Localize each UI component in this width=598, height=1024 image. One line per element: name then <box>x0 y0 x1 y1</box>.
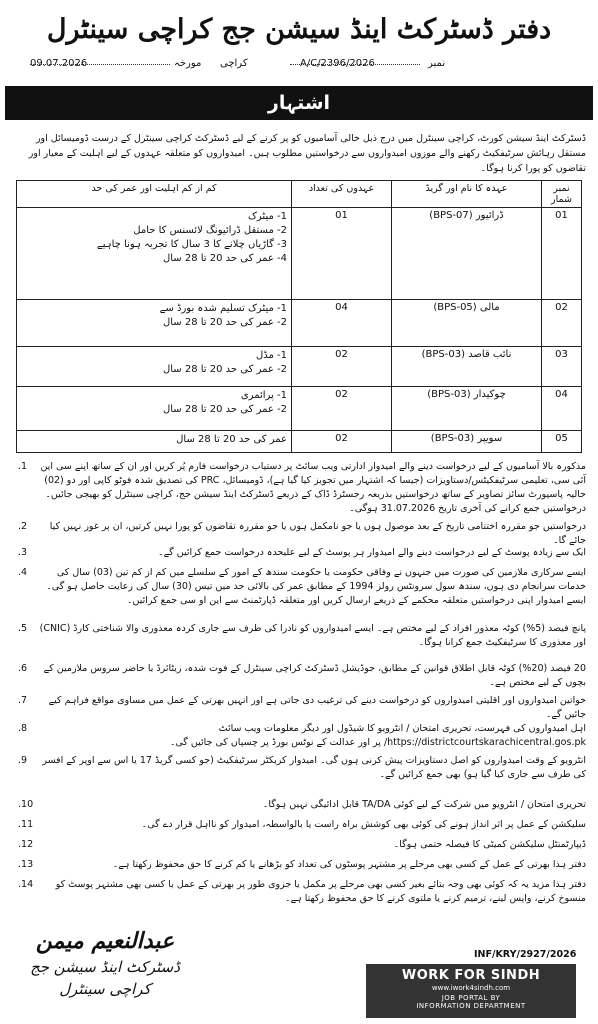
issue-date: 09.07.2026 <box>30 58 88 69</box>
req-line: 1- میٹرک <box>247 211 287 222</box>
col-header-requirements: کم از کم اہلیت اور عمر کی حد <box>17 181 292 208</box>
note-text: 20 فیصد (20%) کوٹہ قابل اطلاق قوانین کے مطابق، جوڈیشل ڈسٹرکٹ کراچی سینٹرل کے فوت شدہ، ریٹائرڈ یا حاضر سروس ملازمین کے بچوں کے لیے مختص ہے۔ <box>43 663 586 688</box>
row-count: 01 <box>292 208 392 300</box>
req-line: 2- عمر کی حد 20 تا 28 سال <box>162 317 287 328</box>
note-text: پانچ فیصد (5%) کوٹہ معذور افراد کے لیے مختص ہے۔ ایسے امیدواروں کو نادرا کی طرف سے جاری کردہ معذوری والا شناختی کارڈ (CNIC) اور معذوری کا سرٹیفکیٹ جمع کرانا ہوگا۔ <box>39 623 586 648</box>
logo-url: www.iwork4sindh.com <box>431 984 511 992</box>
row-sno: 04 <box>542 387 582 431</box>
note-item <box>14 520 586 548</box>
row-requirements <box>17 387 292 431</box>
note-text: سلیکشن کے عمل پر اثر انداز ہونے کی کوئی بھی کوشش براہ راست یا بالواسطہ، امیدوار کو نااہل قرار دے گی۔ <box>141 819 586 830</box>
row-sno: 05 <box>542 431 582 453</box>
row-count: 02 <box>292 431 392 453</box>
row-requirements <box>17 431 292 453</box>
row-count: 02 <box>292 347 392 387</box>
note-text: خواتین امیدواروں اور اقلیتی امیدواروں کو درخواست دینے کی ترغیب دی جاتی ہے اور انہیں بھرتی کے عمل میں مساوی مواقع فراہم کیے جائیں گے۔ <box>48 695 586 720</box>
note-item <box>14 622 586 650</box>
req-line: 2- عمر کی حد 20 تا 28 سال <box>162 404 287 415</box>
note-text: دفتر ہذا مزید یہ کہ کوئی بھی وجہ بتائے بغیر کسی بھی مرحلے پر مکمل یا جزوی طور پر بھرتی کے عمل یا کسی بھی مشتہر پوسٹ کو منسوخ کرنے، واپس لینے، ترمیم کرنے یا ملتوی کرنے کا حق محفوظ رکھتا ہے۔ <box>55 879 586 904</box>
note-item <box>14 878 586 906</box>
logo-subtitle: INFORMATION DEPARTMENT <box>416 1002 526 1010</box>
note-text: انٹرویو کے وقت امیدواروں کو اصل دستاویزات پیش کرنی ہوں گی۔ امیدوار کریکٹر سرٹیفکیٹ (جو کسی گریڈ 17 یا اس سے اوپر کے افسر کی طرف سے جاری کیا گیا ہو) بھی جمع کرائیں گے۔ <box>42 755 586 780</box>
document-title: دفتر ڈسٹرکٹ اینڈ سیشن جج کراچی سینٹرل <box>46 14 552 45</box>
note-item <box>14 662 586 690</box>
table-row <box>17 387 582 431</box>
note-text: ایسے سرکاری ملازمین کی صورت میں جنہوں نے وفاقی حکومت یا حکومت سندھ کے امور کے سلسلے میں کم از کم تین (03) سال کی خدمات سرانجام دی ہوں، سندھ سول سرونٹس رولز 1994 کے مطابق عمر کی بالائی حد میں تیس (30) سال کی رعایت حاصل ہو گی۔ ایسے امیدوار اپنی درخواستیں متعلقہ محکمے کے ذریعے ارسال کریں اور متعلقہ ڈپارٹمنٹ سے این او سی جمع کرائیں۔ <box>46 567 586 606</box>
row-requirements <box>17 300 292 347</box>
col-header-count: عہدوں کی تعداد <box>292 181 392 208</box>
note-item <box>14 838 586 852</box>
row-sno: 02 <box>542 300 582 347</box>
date-label: مورخہ <box>174 58 202 69</box>
note-item <box>14 566 586 608</box>
issue-city: کراچی <box>220 58 248 69</box>
note-number: 13. <box>18 859 34 870</box>
logo-subtitle: JOB PORTAL BY <box>441 994 501 1002</box>
note-item <box>14 546 586 560</box>
signature-designation: ڈسٹرکٹ اینڈ سیشن جج <box>30 958 180 976</box>
intro-paragraph: ڈسٹرکٹ اینڈ سیشن کورٹ، کراچی سینٹرل میں درج ذیل خالی آسامیوں کو پر کرنے کے لیے ڈسٹرکٹ کراچی سینٹرل کے درست ڈومیسائل اور مستقل رہائش سرٹیفکیٹ رکھنے والے موزوں امیدواروں سے درخواستیں مطلوب ہیں۔ امیدواروں کو متعلقہ عہدوں کے لیے اہلیت کے معیار اور تقاضوں کو پورا کرنا ہوگا۔ <box>28 133 586 174</box>
ref-number: A/C/2396/2026 <box>300 58 375 69</box>
table-header-row <box>17 181 582 208</box>
col-header-sno: نمبر شمار <box>542 181 582 208</box>
advertisement-banner: اشتہار <box>5 86 593 120</box>
row-post: نائب قاصد (BPS-03) <box>392 347 542 387</box>
note-number: 8. <box>18 723 28 734</box>
note-text: ایک سے زیادہ پوسٹ کے لیے درخواست دینے والے امیدوار ہر پوسٹ کے لیے علیحدہ درخواست جمع کرائیں گے۔ <box>158 547 586 558</box>
note-number: 1. <box>18 461 28 472</box>
req-line: 2- مستقل ڈرائیونگ لائسنس کا حامل <box>133 225 287 236</box>
row-post: ڈرائیور (BPS-07) <box>392 208 542 300</box>
row-post: سویپر (BPS-03) <box>392 431 542 453</box>
note-number: 10. <box>18 799 34 810</box>
table-row <box>17 347 582 387</box>
note-text: دفتر ہذا بھرتی کے عمل کے کسی بھی مرحلے پر مشتہر پوسٹوں کی تعداد کو بڑھانے یا کم کرنے کا حق محفوظ رکھتا ہے۔ <box>112 859 586 870</box>
note-text: اہل امیدواروں کی فہرست، تحریری امتحان / انٹرویو کا شیڈول اور دیگر معلومات ویب سائٹ https://districtcourtskarachicentral.gos.pk/ پر اور عدالت کے نوٹس بورڈ پر چسپاں کی جائیں گی۔ <box>169 723 586 748</box>
signature-name: عبدالنعیم میمن <box>35 928 175 954</box>
table-row <box>17 431 582 453</box>
note-number: 3. <box>18 547 28 558</box>
note-item <box>14 722 586 750</box>
vacancy-table <box>16 180 582 453</box>
date-underline <box>30 63 170 65</box>
ref-number-label: نمبر <box>428 58 446 69</box>
row-post: چوکیدار (BPS-03) <box>392 387 542 431</box>
ref-underline <box>290 63 420 65</box>
note-number: 6. <box>18 663 28 674</box>
note-text: مذکورہ بالا آسامیوں کے لیے درخواست دینے والے امیدوار ادارتی ویب سائٹ پر دستیاب درخواست فارم پُر کریں اور ان کے ساتھ اپنے سی این آئی سی، تعلیمی سرٹیفکیٹس/دستاویزات (جیسا کہ اشتہار میں تجویز کیا گیا ہے)، ڈومیسائل، PRC کی تصدیق شدہ فوٹو کاپی اور دو (02) حالیہ پاسپورٹ سائز تصاویر کے ساتھ درخواستیں بذریعہ رجسٹرڈ ڈاک کے ذریعے ڈسٹرکٹ اینڈ سیشن جج، کراچی سینٹرل کو بھیجی جائیں۔ درخواستیں جمع کرانے کی آخری تاریخ 31.07.2026 ہوگی۔ <box>40 461 586 514</box>
req-line: عمر کی حد 20 تا 28 سال <box>176 434 287 445</box>
req-line: 1- مڈل <box>255 350 287 361</box>
note-text: درخواستیں جو مقررہ اختتامی تاریخ کے بعد موصول ہوں یا جو نامکمل ہوں یا جو مقررہ تقاضوں کو پورا نہیں کرتیں، ان پر غور نہیں کیا جائے گا۔ <box>49 521 586 546</box>
table-row <box>17 208 582 300</box>
note-item <box>14 460 586 516</box>
req-line: 1- میٹرک تسلیم شدہ بورڈ سے <box>159 303 287 314</box>
signature-city: کراچی سینٹرل <box>59 980 151 998</box>
row-count: 04 <box>292 300 392 347</box>
note-text: تحریری امتحان / انٹرویو میں شرکت کے لیے کوئی TA/DA قابل ادائیگی نہیں ہوگا۔ <box>262 799 586 810</box>
req-line: 4- عمر کی حد 20 تا 28 سال <box>162 253 287 264</box>
row-requirements <box>17 347 292 387</box>
work-for-sindh-logo <box>366 964 576 1018</box>
note-number: 5. <box>18 623 28 634</box>
req-line: 1- پرائمری <box>240 390 287 401</box>
col-header-post: عہدہ کا نام اور گریڈ <box>392 181 542 208</box>
row-requirements <box>17 208 292 300</box>
signature-block <box>30 928 180 998</box>
inf-number: INF/KRY/2927/2026 <box>474 949 577 960</box>
note-item <box>14 818 586 832</box>
row-count: 02 <box>292 387 392 431</box>
logo-title: WORK FOR SINDH <box>401 968 541 983</box>
row-sno: 03 <box>542 347 582 387</box>
req-line: 2- عمر کی حد 20 تا 28 سال <box>162 364 287 375</box>
note-number: 2. <box>18 521 28 532</box>
row-sno: 01 <box>542 208 582 300</box>
note-number: 12. <box>18 839 34 850</box>
note-number: 4. <box>18 567 28 578</box>
note-text: ڈیپارٹمنٹل سلیکشن کمیٹی کا فیصلہ حتمی ہوگا۔ <box>393 839 586 850</box>
note-item <box>14 858 586 872</box>
req-line: 3- گاڑیاں چلانے کا 3 سال کا تجربہ ہونا چاہیے <box>96 239 287 250</box>
note-number: 14. <box>18 879 34 890</box>
note-item <box>14 694 586 722</box>
note-number: 11. <box>18 819 34 830</box>
table-row <box>17 300 582 347</box>
note-number: 9. <box>18 755 28 766</box>
note-number: 7. <box>18 695 28 706</box>
note-item <box>14 754 586 782</box>
note-item <box>14 798 586 812</box>
row-post: مالی (BPS-05) <box>392 300 542 347</box>
